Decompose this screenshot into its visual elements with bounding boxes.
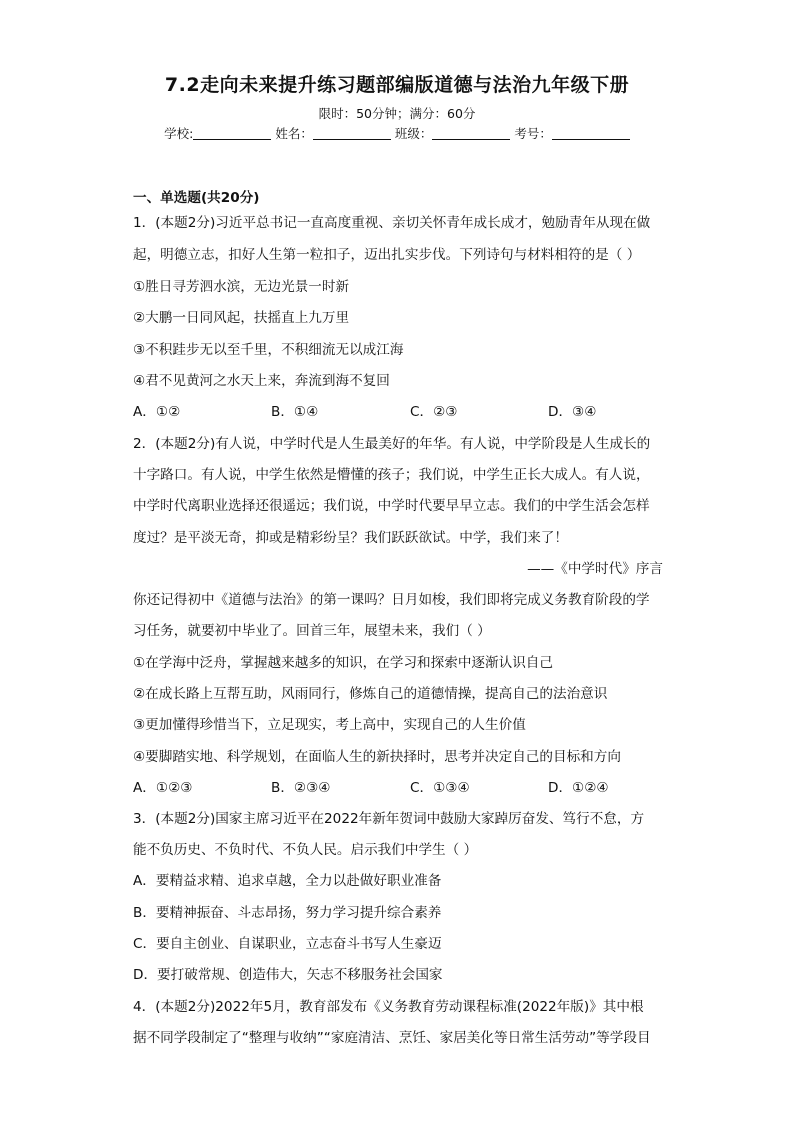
time-score-info: 限时：50分钟；满分：60分 <box>318 106 476 121</box>
q1-option-b[interactable]: B．①④ <box>271 404 319 420</box>
q3-stem-line: 3．(本题2分)国家主席习近平在2022年新年贺词中鼓励大家踔厉奋发、笃行不怠，方 <box>133 811 645 827</box>
name-blank <box>313 127 391 140</box>
exam-number-blank <box>552 127 630 140</box>
q1-item: ②大鹏一日同风起，扶摇直上九万里 <box>133 310 350 326</box>
q1-item: ③不积跬步无以至千里，不积细流无以成江海 <box>133 342 404 358</box>
q2-option-a[interactable]: A．①②③ <box>133 780 193 796</box>
school-blank <box>193 127 271 140</box>
q3-option-c[interactable]: C．要自主创业、自谋职业，立志奋斗书写人生豪迈 <box>133 936 442 952</box>
q2-stem-line: 中学时代离职业选择还很遥远；我们说，中学时代要早早立志。我们的中学生活会怎样 <box>133 498 650 514</box>
section-title: 一、单选题(共20分) <box>133 190 260 206</box>
exam-number-label: 考号： <box>514 126 552 141</box>
q2-source: ——《中学时代》序言 <box>527 561 663 577</box>
q2-option-c[interactable]: C．①③④ <box>410 780 470 796</box>
q2-item: ①在学海中泛舟，掌握越来越多的知识，在学习和探索中逐渐认识自己 <box>133 655 553 671</box>
student-info-line <box>0 124 794 142</box>
class-blank <box>432 127 510 140</box>
q2-item: ④要脚踏实地、科学规划，在面临人生的新抉择时，思考并决定自己的目标和方向 <box>133 749 621 765</box>
q1-option-c[interactable]: C．②③ <box>410 404 458 420</box>
q4-stem-line: 4．(本题2分)2022年5月，教育部发布《义务教育劳动课程标准(2022年版)》其中根 <box>133 999 644 1015</box>
q2-stem-line: 你还记得初中《道德与法治》的第一课吗？日月如梭，我们即将完成义务教育阶段的学 <box>133 592 650 608</box>
q1-item: ④君不见黄河之水天上来，奔流到海不复回 <box>133 373 390 389</box>
q4-stem-line: 据不同学段制定了“整理与收纳”“家庭清洁、烹饪、家居美化等日常生活劳动”等学段目 <box>133 1030 651 1046</box>
school-label: 学校: <box>164 126 194 141</box>
q3-option-a[interactable]: A．要精益求精、追求卓越，全力以赴做好职业准备 <box>133 873 442 889</box>
q1-item: ①胜日寻芳泗水滨，无边光景一时新 <box>133 279 350 295</box>
q2-option-b[interactable]: B．②③④ <box>271 780 331 796</box>
q3-stem-line: 能不负历史、不负时代、不负人民。启示我们中学生（ ） <box>133 842 478 858</box>
q2-option-d[interactable]: D．①②④ <box>548 780 609 796</box>
q3-option-b[interactable]: B．要精神振奋、斗志昂扬，努力学习提升综合素养 <box>133 905 442 921</box>
q2-stem-line: 十字路口。有人说，中学生依然是懵懂的孩子；我们说，中学生正长大成人。有人说， <box>133 467 650 483</box>
name-label: 姓名： <box>275 126 313 141</box>
q1-option-d[interactable]: D．③④ <box>548 404 597 420</box>
class-label: 班级： <box>394 126 433 141</box>
q2-stem-line: 度过？是平淡无奇，抑或是精彩纷呈？我们跃跃欲试。中学，我们来了！ <box>133 530 568 546</box>
q2-stem-line: 2．(本题2分)有人说，中学时代是人生最美好的年华。有人说，中学阶段是人生成长的 <box>133 436 651 452</box>
q1-option-a[interactable]: A．①② <box>133 404 181 420</box>
q1-stem-line: 1．(本题2分)习近平总书记一直高度重视、亲切关怀青年成长成才，勉励青年从现在做 <box>133 215 651 231</box>
q2-stem-line: 习任务，就要初中毕业了。回首三年，展望未来，我们（ ） <box>133 623 491 639</box>
q2-item: ②在成长路上互帮互助，风雨同行，修炼自己的道德情操，提高自己的法治意识 <box>133 686 608 702</box>
page-title: 7.2走向未来提升练习题部编版道德与法治九年级下册 <box>164 74 630 96</box>
q3-option-d[interactable]: D．要打破常规、创造伟大，矢志不移服务社会国家 <box>133 967 443 983</box>
q1-stem-line: 起，明德立志，扣好人生第一粒扣子，迈出扎实步伐。下列诗句与材料相符的是（ ） <box>133 247 641 263</box>
q2-item: ③更加懂得珍惜当下，立足现实，考上高中，实现自己的人生价值 <box>133 717 526 733</box>
